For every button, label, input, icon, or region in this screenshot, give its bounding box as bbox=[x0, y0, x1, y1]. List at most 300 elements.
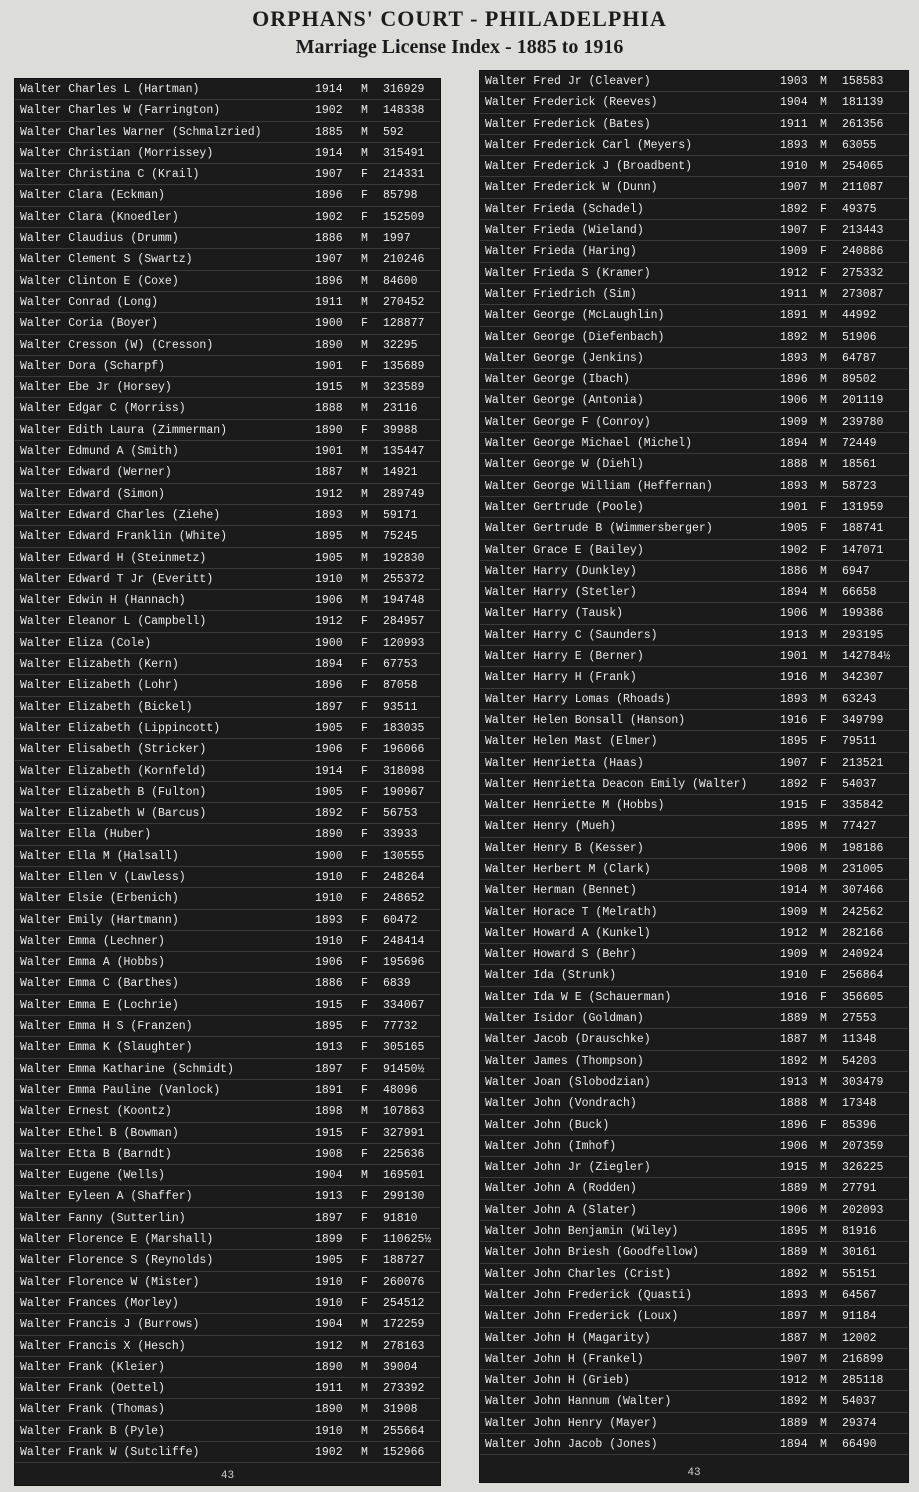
entry-sex: M bbox=[820, 926, 827, 940]
entry-year: 1914 bbox=[780, 884, 808, 898]
entry-name: Walter John Jacob (Jones) bbox=[485, 1438, 658, 1451]
index-entry-row bbox=[15, 100, 440, 121]
entry-year: 1894 bbox=[315, 658, 343, 672]
entry-sex: F bbox=[820, 224, 827, 238]
entry-license-number: 194748 bbox=[383, 594, 425, 608]
entry-year: 1894 bbox=[780, 437, 808, 451]
entry-sex: F bbox=[361, 807, 368, 821]
entry-name: Walter Eugene (Wells) bbox=[20, 1169, 165, 1183]
entry-sex: M bbox=[361, 1424, 368, 1438]
index-entry-row bbox=[480, 561, 908, 582]
entry-license-number: 334067 bbox=[383, 998, 425, 1012]
entry-name: Walter Claudius (Drumm) bbox=[20, 232, 179, 246]
entry-sex: M bbox=[820, 1075, 827, 1089]
entry-sex: F bbox=[820, 777, 827, 791]
entry-year: 1898 bbox=[315, 1105, 343, 1119]
index-entry-row bbox=[15, 1314, 440, 1335]
entry-license-number: 278163 bbox=[383, 1339, 425, 1353]
index-entry-row bbox=[480, 518, 908, 539]
entry-sex: F bbox=[820, 756, 827, 770]
entry-name: Walter John Hannum (Walter) bbox=[485, 1395, 672, 1409]
entry-sex: F bbox=[361, 679, 368, 693]
entry-sex: M bbox=[820, 1139, 827, 1153]
index-entry-row bbox=[480, 1008, 908, 1029]
index-entry-row bbox=[480, 284, 908, 305]
entry-name: Walter Harry (Stetler) bbox=[485, 586, 637, 600]
entry-year: 1910 bbox=[315, 870, 343, 884]
entry-sex: M bbox=[361, 572, 368, 586]
entry-sex: M bbox=[820, 287, 827, 301]
index-entry-row bbox=[480, 667, 908, 688]
entry-sex: F bbox=[361, 998, 368, 1012]
index-entry-row bbox=[480, 625, 908, 646]
index-entry-row bbox=[15, 228, 440, 249]
entry-license-number: 213443 bbox=[842, 224, 884, 238]
entry-name: Walter Ellen V (Lawless) bbox=[20, 870, 186, 884]
entry-license-number: 33933 bbox=[383, 828, 418, 842]
entry-name: Walter Harry C (Saunders) bbox=[485, 628, 658, 642]
entry-sex: F bbox=[361, 1147, 368, 1161]
entry-name: Walter John Benjamin (Wiley) bbox=[485, 1225, 679, 1239]
entry-license-number: 59171 bbox=[383, 508, 418, 522]
index-entry-row bbox=[480, 1413, 908, 1434]
index-entry-row bbox=[15, 377, 440, 398]
entry-sex: F bbox=[361, 1211, 368, 1225]
entry-year: 1892 bbox=[780, 1267, 808, 1281]
entry-year: 1893 bbox=[780, 692, 808, 706]
entry-name: Walter Frederick Carl (Meyers) bbox=[485, 138, 693, 152]
index-entry-row bbox=[15, 292, 440, 313]
entry-year: 1913 bbox=[780, 1075, 808, 1089]
entry-year: 1886 bbox=[780, 564, 808, 578]
entry-name: Walter Eliza (Cole) bbox=[20, 636, 152, 650]
entry-sex: M bbox=[361, 1403, 368, 1417]
entry-name: Walter Ella (Huber) bbox=[20, 828, 152, 842]
entry-license-number: 214331 bbox=[383, 168, 425, 182]
index-entry-row bbox=[15, 654, 440, 675]
entry-sex: M bbox=[820, 96, 827, 110]
entry-license-number: 190967 bbox=[383, 785, 425, 799]
entry-name: Walter John Jr (Ziegler) bbox=[485, 1161, 651, 1175]
entry-license-number: 202093 bbox=[842, 1203, 884, 1217]
index-entry-row bbox=[480, 412, 908, 433]
entry-license-number: 172259 bbox=[383, 1318, 425, 1332]
index-entry-row bbox=[15, 633, 440, 654]
index-entry-row bbox=[15, 824, 440, 845]
entry-year: 1910 bbox=[315, 1424, 343, 1438]
entry-year: 1890 bbox=[315, 828, 343, 842]
index-entry-row bbox=[15, 79, 440, 100]
index-entry-row bbox=[480, 731, 908, 752]
index-entry-row bbox=[480, 1051, 908, 1072]
entry-license-number: 91450½ bbox=[383, 1062, 425, 1076]
index-entry-row bbox=[15, 356, 440, 377]
entry-license-number: 242562 bbox=[842, 905, 884, 919]
index-entry-row bbox=[480, 1285, 908, 1306]
entry-year: 1889 bbox=[780, 1012, 808, 1026]
entry-license-number: 81916 bbox=[842, 1225, 877, 1239]
entry-name: Walter John H (Frankel) bbox=[485, 1352, 644, 1366]
entry-license-number: 30161 bbox=[842, 1246, 877, 1260]
entry-license-number: 284957 bbox=[383, 615, 425, 629]
entry-sex: M bbox=[820, 1438, 827, 1451]
entry-license-number: 107863 bbox=[383, 1105, 425, 1119]
index-entry-row bbox=[15, 505, 440, 526]
entry-year: 1910 bbox=[780, 160, 808, 174]
entry-license-number: 240924 bbox=[842, 948, 884, 962]
entry-license-number: 85396 bbox=[842, 1118, 877, 1132]
entry-sex: F bbox=[361, 977, 368, 991]
entry-license-number: 31908 bbox=[383, 1403, 418, 1417]
entry-year: 1890 bbox=[315, 423, 343, 437]
entry-name: Walter Clinton E (Coxe) bbox=[20, 274, 179, 288]
entry-license-number: 11348 bbox=[842, 1033, 877, 1047]
index-entry-row bbox=[480, 114, 908, 135]
entry-year: 1914 bbox=[315, 764, 343, 778]
entry-sex: F bbox=[820, 500, 827, 514]
index-entry-row bbox=[15, 1037, 440, 1058]
entry-name: Walter Frieda (Haring) bbox=[485, 245, 637, 259]
index-entry-row bbox=[480, 348, 908, 369]
entry-year: 1912 bbox=[315, 487, 343, 501]
entry-name: Walter Clement S (Swartz) bbox=[20, 253, 193, 267]
left-index-column bbox=[15, 79, 440, 1485]
entry-license-number: 199386 bbox=[842, 607, 884, 621]
entry-license-number: 275332 bbox=[842, 266, 884, 280]
entry-year: 1908 bbox=[315, 1147, 343, 1161]
entry-name: Walter Henriette M (Hobbs) bbox=[485, 799, 665, 813]
entry-license-number: 12002 bbox=[842, 1331, 877, 1345]
entry-license-number: 60472 bbox=[383, 913, 418, 927]
entry-license-number: 342307 bbox=[842, 671, 884, 685]
entry-sex: M bbox=[820, 862, 827, 876]
entry-year: 1902 bbox=[315, 104, 343, 118]
entry-year: 1900 bbox=[315, 849, 343, 863]
entry-year: 1915 bbox=[780, 799, 808, 813]
index-entry-row bbox=[480, 241, 908, 262]
entry-name: Walter Charles L (Hartman) bbox=[20, 83, 200, 96]
entry-sex: M bbox=[361, 232, 368, 246]
entry-sex: M bbox=[361, 338, 368, 352]
entry-license-number: 66490 bbox=[842, 1438, 877, 1451]
entry-license-number: 270452 bbox=[383, 295, 425, 309]
entry-name: Walter Elizabeth W (Barcus) bbox=[20, 807, 207, 821]
entry-license-number: 349799 bbox=[842, 713, 884, 727]
entry-sex: F bbox=[361, 764, 368, 778]
index-entry-row bbox=[480, 454, 908, 475]
entry-year: 1905 bbox=[315, 721, 343, 735]
index-entry-row bbox=[15, 441, 440, 462]
entry-name: Walter John A (Slater) bbox=[485, 1203, 637, 1217]
entry-license-number: 135689 bbox=[383, 359, 425, 373]
entry-name: Walter Francis J (Burrows) bbox=[20, 1318, 200, 1332]
entry-name: Walter Ella M (Halsall) bbox=[20, 849, 179, 863]
entry-name: Walter Howard S (Behr) bbox=[485, 948, 637, 962]
entry-license-number: 72449 bbox=[842, 437, 877, 451]
entry-year: 1906 bbox=[315, 956, 343, 970]
entry-name: Walter George (McLaughlin) bbox=[485, 309, 665, 323]
entry-name: Walter Francis X (Hesch) bbox=[20, 1339, 186, 1353]
entry-name: Walter Harry H (Frank) bbox=[485, 671, 637, 685]
entry-sex: M bbox=[361, 508, 368, 522]
index-entry-row bbox=[480, 838, 908, 859]
entry-name: Walter Coria (Boyer) bbox=[20, 317, 159, 331]
index-entry-row bbox=[480, 327, 908, 348]
index-entry-row bbox=[15, 846, 440, 867]
entry-sex: M bbox=[820, 650, 827, 664]
entry-sex: F bbox=[361, 359, 368, 373]
entry-name: Walter George (Antonia) bbox=[485, 394, 644, 408]
entry-name: Walter Emily (Hartmann) bbox=[20, 913, 179, 927]
index-entry-row bbox=[480, 156, 908, 177]
index-entry-row bbox=[480, 816, 908, 837]
entry-license-number: 135447 bbox=[383, 445, 425, 459]
entry-name: Walter Henry B (Kesser) bbox=[485, 841, 644, 855]
entry-sex: M bbox=[361, 146, 368, 160]
index-entry-row bbox=[15, 1399, 440, 1420]
entry-license-number: 231005 bbox=[842, 862, 884, 876]
entry-sex: F bbox=[361, 1296, 368, 1310]
entry-year: 1901 bbox=[780, 500, 808, 514]
entry-sex: F bbox=[361, 721, 368, 735]
entry-name: Walter Henrietta (Haas) bbox=[485, 756, 644, 770]
index-entry-row bbox=[15, 867, 440, 888]
entry-year: 1896 bbox=[780, 373, 808, 387]
entry-name: Walter Edward (Simon) bbox=[20, 487, 165, 501]
index-entry-row bbox=[480, 923, 908, 944]
entry-license-number: 255664 bbox=[383, 1424, 425, 1438]
index-entry-row bbox=[480, 92, 908, 113]
entry-license-number: 248264 bbox=[383, 870, 425, 884]
entry-year: 1904 bbox=[780, 96, 808, 110]
entry-license-number: 77427 bbox=[842, 820, 877, 834]
entry-license-number: 248414 bbox=[383, 934, 425, 948]
entry-name: Walter Elizabeth B (Fulton) bbox=[20, 785, 207, 799]
entry-sex: F bbox=[820, 522, 827, 536]
entry-sex: F bbox=[361, 849, 368, 863]
entry-license-number: 84600 bbox=[383, 274, 418, 288]
index-entry-row bbox=[480, 689, 908, 710]
index-entry-row bbox=[15, 718, 440, 739]
entry-year: 1906 bbox=[780, 841, 808, 855]
entry-sex: M bbox=[820, 309, 827, 323]
index-entry-row bbox=[15, 697, 440, 718]
entry-sex: M bbox=[361, 1318, 368, 1332]
entry-sex: M bbox=[820, 373, 827, 387]
entry-license-number: 356605 bbox=[842, 990, 884, 1004]
entry-name: Walter Frank (Thomas) bbox=[20, 1403, 165, 1417]
entry-name: Walter Cresson (W) (Cresson) bbox=[20, 338, 214, 352]
entry-license-number: 49375 bbox=[842, 202, 877, 216]
entry-sex: M bbox=[361, 381, 368, 395]
entry-license-number: 6839 bbox=[383, 977, 411, 991]
index-entry-row bbox=[15, 548, 440, 569]
entry-license-number: 273392 bbox=[383, 1382, 425, 1396]
entry-year: 1897 bbox=[315, 1211, 343, 1225]
entry-name: Walter Clara (Knoedler) bbox=[20, 210, 179, 224]
entry-name: Walter Elisabeth (Stricker) bbox=[20, 743, 207, 757]
entry-year: 1904 bbox=[315, 1169, 343, 1183]
entry-name: Walter George (Jenkins) bbox=[485, 351, 644, 365]
entry-license-number: 261356 bbox=[842, 117, 884, 131]
index-entry-row bbox=[15, 611, 440, 632]
index-entry-row bbox=[480, 1434, 908, 1455]
entry-sex: M bbox=[361, 1360, 368, 1374]
entry-sex: F bbox=[361, 210, 368, 224]
index-entry-row bbox=[480, 1264, 908, 1285]
entry-name: Walter Henrietta Deacon Emily (Walter) bbox=[485, 777, 748, 791]
entry-year: 1899 bbox=[315, 1233, 343, 1247]
entry-year: 1907 bbox=[315, 168, 343, 182]
index-entry-row bbox=[480, 1221, 908, 1242]
entry-year: 1888 bbox=[315, 402, 343, 416]
entry-name: Walter Edward Franklin (White) bbox=[20, 530, 228, 544]
entry-name: Walter Florence S (Reynolds) bbox=[20, 1254, 214, 1268]
entry-name: Walter Fred Jr (Cleaver) bbox=[485, 75, 651, 88]
index-entry-row bbox=[15, 1421, 440, 1442]
index-entry-row bbox=[480, 497, 908, 518]
entry-license-number: 87058 bbox=[383, 679, 418, 693]
entry-sex: M bbox=[820, 820, 827, 834]
entry-sex: F bbox=[361, 658, 368, 672]
index-entry-row bbox=[480, 902, 908, 923]
entry-year: 1885 bbox=[315, 125, 343, 139]
entry-year: 1909 bbox=[780, 245, 808, 259]
entry-name: Walter Harry Lomas (Rhoads) bbox=[485, 692, 672, 706]
entry-sex: M bbox=[820, 884, 827, 898]
entry-name: Walter Frank B (Pyle) bbox=[20, 1424, 165, 1438]
entry-license-number: 63055 bbox=[842, 138, 877, 152]
index-entry-row bbox=[15, 143, 440, 164]
entry-sex: M bbox=[820, 117, 827, 131]
entry-license-number: 335842 bbox=[842, 799, 884, 813]
entry-license-number: 64567 bbox=[842, 1288, 877, 1302]
entry-sex: M bbox=[820, 948, 827, 962]
entry-sex: F bbox=[820, 713, 827, 727]
entry-license-number: 216899 bbox=[842, 1352, 884, 1366]
entry-name: Walter Etta B (Barndt) bbox=[20, 1147, 172, 1161]
entry-year: 1891 bbox=[780, 309, 808, 323]
entry-name: Walter Elizabeth (Bickel) bbox=[20, 700, 193, 714]
index-entry-row bbox=[480, 1178, 908, 1199]
entry-license-number: 192830 bbox=[383, 551, 425, 565]
entry-license-number: 198186 bbox=[842, 841, 884, 855]
entry-license-number: 55151 bbox=[842, 1267, 877, 1281]
entry-sex: M bbox=[361, 1446, 368, 1459]
index-entry-row bbox=[480, 369, 908, 390]
entry-name: Walter Fanny (Sutterlin) bbox=[20, 1211, 186, 1225]
entry-year: 1897 bbox=[780, 1310, 808, 1324]
entry-sex: M bbox=[820, 671, 827, 685]
entry-year: 1888 bbox=[780, 1097, 808, 1111]
index-entry-row bbox=[480, 795, 908, 816]
entry-name: Walter John (Vondrach) bbox=[485, 1097, 637, 1111]
entry-year: 1916 bbox=[780, 990, 808, 1004]
index-entry-row bbox=[15, 462, 440, 483]
entry-license-number: 54037 bbox=[842, 1395, 877, 1409]
entry-license-number: 327991 bbox=[383, 1126, 425, 1140]
entry-sex: F bbox=[820, 543, 827, 557]
index-entry-row bbox=[15, 931, 440, 952]
entry-year: 1892 bbox=[780, 1054, 808, 1068]
index-entry-row bbox=[15, 910, 440, 931]
entry-year: 1911 bbox=[315, 1382, 343, 1396]
index-entry-row bbox=[15, 995, 440, 1016]
entry-license-number: 255372 bbox=[383, 572, 425, 586]
entry-name: Walter Helen Bonsall (Hanson) bbox=[485, 713, 686, 727]
entry-license-number: 240886 bbox=[842, 245, 884, 259]
entry-year: 1916 bbox=[780, 671, 808, 685]
index-entry-row bbox=[480, 1349, 908, 1370]
entry-name: Walter Ernest (Koontz) bbox=[20, 1105, 172, 1119]
entry-sex: M bbox=[820, 841, 827, 855]
entry-year: 1895 bbox=[315, 530, 343, 544]
index-entry-row bbox=[15, 249, 440, 270]
index-entry-row bbox=[480, 710, 908, 731]
entry-sex: M bbox=[820, 437, 827, 451]
index-entry-row bbox=[480, 859, 908, 880]
entry-year: 1905 bbox=[780, 522, 808, 536]
entry-license-number: 56753 bbox=[383, 807, 418, 821]
entry-name: Walter Emma K (Slaughter) bbox=[20, 1041, 193, 1055]
entry-year: 1890 bbox=[315, 338, 343, 352]
entry-sex: M bbox=[361, 445, 368, 459]
entry-name: Walter Herman (Bennet) bbox=[485, 884, 637, 898]
entry-name: Walter Clara (Eckman) bbox=[20, 189, 165, 203]
index-entry-row bbox=[15, 335, 440, 356]
entry-year: 1915 bbox=[780, 1161, 808, 1175]
entry-name: Walter Edward T Jr (Everitt) bbox=[20, 572, 214, 586]
entry-name: Walter Edward H (Steinmetz) bbox=[20, 551, 207, 565]
right-entry-list bbox=[480, 71, 908, 1455]
entry-name: Walter Gertrude (Poole) bbox=[485, 500, 644, 514]
entry-sex: M bbox=[361, 274, 368, 288]
entry-license-number: 254065 bbox=[842, 160, 884, 174]
entry-name: Walter Edwin H (Hannach) bbox=[20, 594, 186, 608]
index-entry-row bbox=[15, 122, 440, 143]
index-entry-row bbox=[15, 1378, 440, 1399]
index-entry-row bbox=[15, 1059, 440, 1080]
entry-year: 1909 bbox=[780, 905, 808, 919]
index-entry-row bbox=[480, 944, 908, 965]
right-page-number: 43 bbox=[687, 1467, 701, 1479]
entry-name: Walter Joan (Slobodzian) bbox=[485, 1075, 651, 1089]
index-entry-row bbox=[15, 1144, 440, 1165]
entry-year: 1912 bbox=[315, 1339, 343, 1353]
entry-sex: F bbox=[820, 799, 827, 813]
entry-name: Walter Emma E (Lochrie) bbox=[20, 998, 179, 1012]
entry-license-number: 213521 bbox=[842, 756, 884, 770]
entry-name: Walter James (Thompson) bbox=[485, 1054, 644, 1068]
index-entry-row bbox=[15, 1080, 440, 1101]
entry-name: Walter Emma A (Hobbs) bbox=[20, 956, 165, 970]
entry-sex: M bbox=[361, 253, 368, 267]
entry-sex: F bbox=[361, 1041, 368, 1055]
entry-sex: F bbox=[361, 1275, 368, 1289]
entry-year: 1897 bbox=[315, 700, 343, 714]
index-entry-row bbox=[15, 1186, 440, 1207]
entry-name: Walter George (Diefenbach) bbox=[485, 330, 665, 344]
entry-name: Walter George F (Conroy) bbox=[485, 415, 651, 429]
entry-license-number: 77732 bbox=[383, 1020, 418, 1034]
entry-license-number: 326225 bbox=[842, 1161, 884, 1175]
entry-license-number: 225636 bbox=[383, 1147, 425, 1161]
entry-year: 1897 bbox=[315, 1062, 343, 1076]
entry-sex: M bbox=[820, 586, 827, 600]
entry-name: Walter Gertrude B (Wimmersberger) bbox=[485, 522, 713, 536]
entry-name: Walter Frieda S (Kramer) bbox=[485, 266, 651, 280]
entry-sex: M bbox=[820, 1097, 827, 1111]
